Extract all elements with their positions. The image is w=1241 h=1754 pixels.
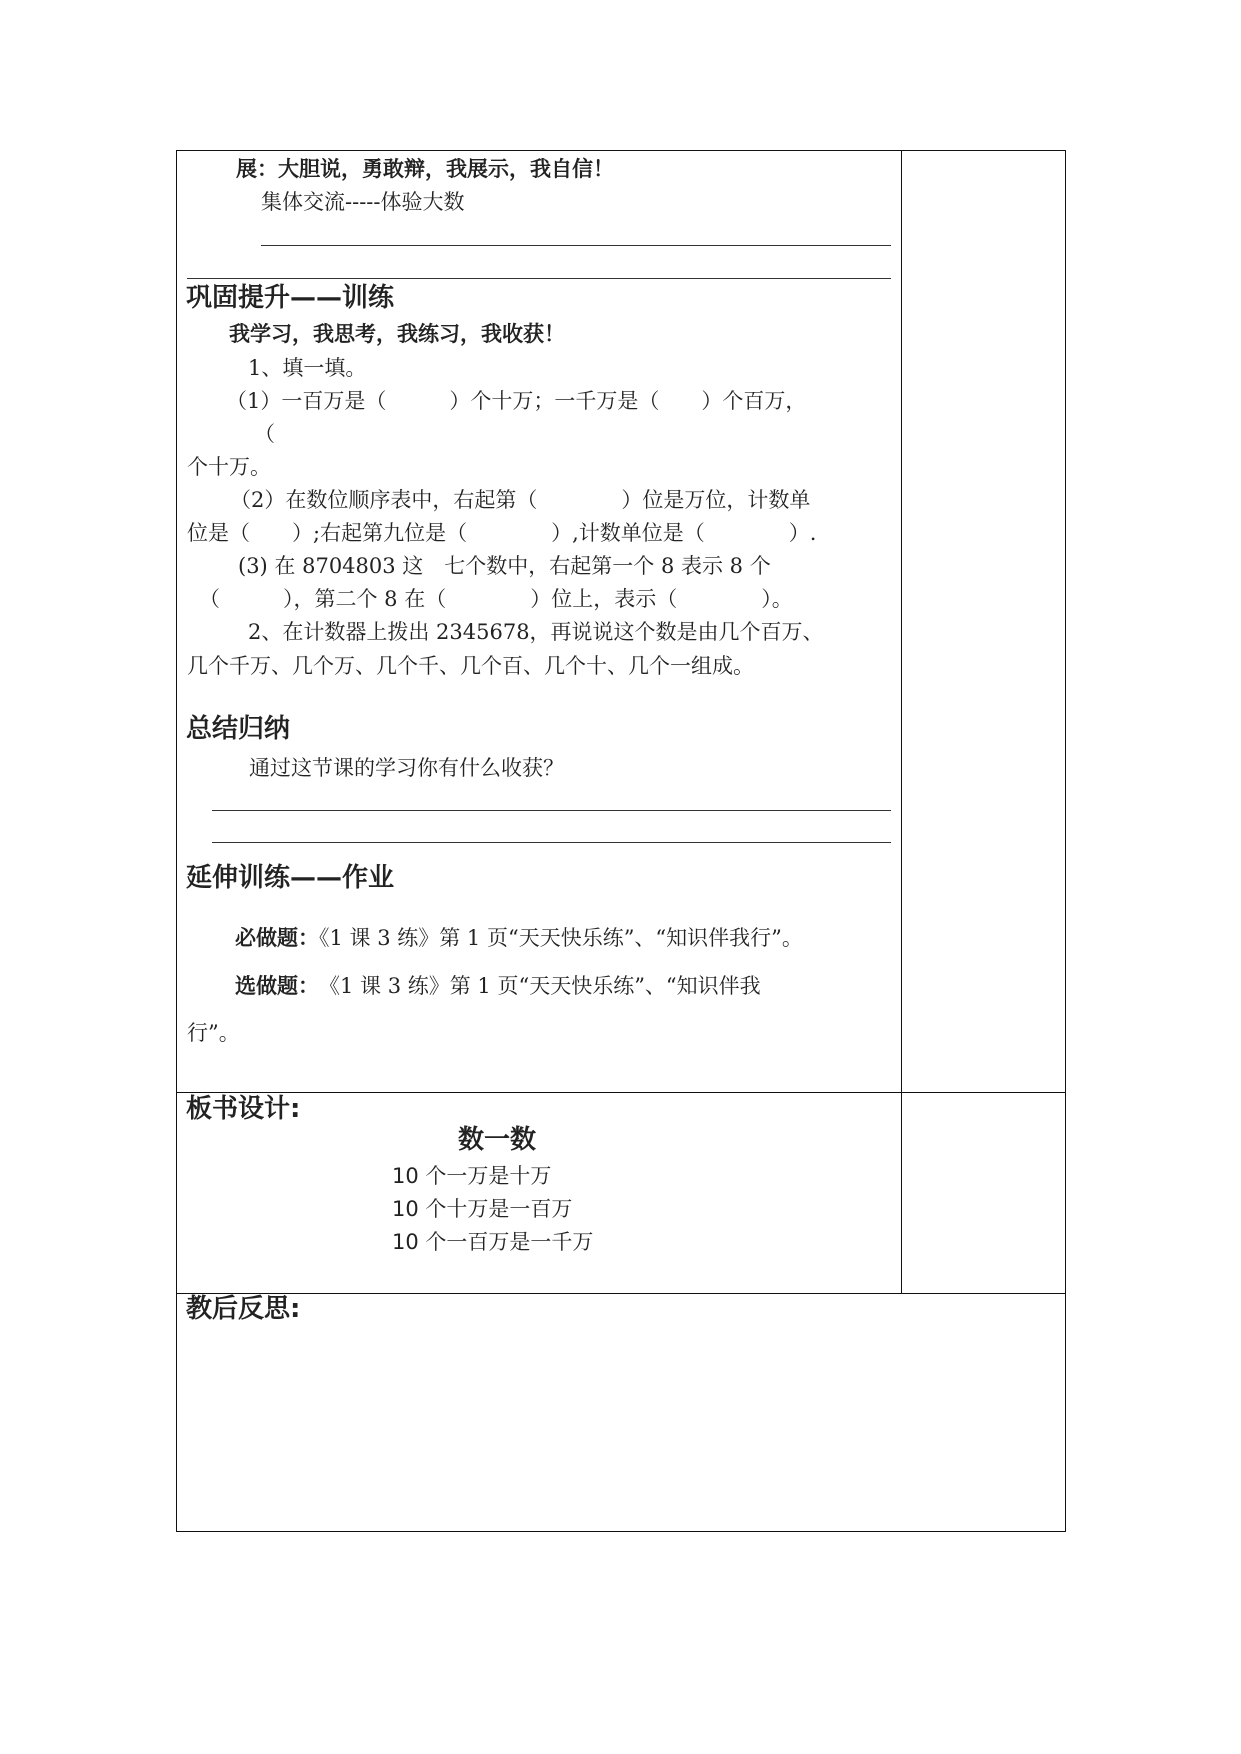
homework-optional-cont: 行”。	[187, 1021, 240, 1045]
summary-question: 通过这节课的学习你有什么收获？	[249, 756, 564, 780]
table-row-divider-2	[176, 1293, 1066, 1294]
table-column-divider	[901, 150, 902, 1294]
homework-optional	[235, 973, 761, 999]
reflection-heading: 教后反思:	[186, 1294, 301, 1324]
question-1-2-line-1: （2）在数位顺序表中，右起第（ ）位是万位，计数单	[230, 488, 811, 512]
required-label: 必做题：	[235, 925, 319, 950]
answer-line	[212, 842, 891, 843]
required-text: 《1 课 3 练》第 1 页“天天快乐练”、“知识伴我行”。	[319, 926, 803, 950]
question-2-line-2: 几个千万、几个万、几个千、几个百、几个十、几个一组成。	[187, 654, 754, 678]
question-1-3-line-1: (3) 在 8704803 这 七个数中，右起第一个 8 表示 8 个	[238, 554, 771, 578]
optional-label: 选做题：	[235, 973, 309, 998]
board-heading: 板书设计:	[186, 1094, 301, 1124]
board-line: 10 个十万是一百万	[392, 1197, 573, 1221]
question-1-1-line-2: （	[254, 422, 275, 446]
board-line: 10 个一万是十万	[392, 1164, 552, 1188]
board-title: 数一数	[458, 1125, 537, 1155]
question-1-1-line-1: （1）一百万是（ ）个十万；一千万是（ ）个百万，	[226, 389, 807, 413]
consolidate-heading: 巩固提升——训练	[186, 283, 395, 313]
optional-text: 《1 课 3 练》第 1 页“天天快乐练”、“知识伴我	[308, 974, 761, 998]
answer-line	[261, 245, 891, 246]
homework-required	[235, 925, 803, 951]
homework-heading: 延伸训练——作业	[186, 863, 395, 893]
question-1-title: 1、填一填。	[248, 356, 367, 380]
summary-heading: 总结归纳	[186, 714, 291, 744]
table-row-divider-1	[176, 1092, 1066, 1093]
board-line: 10 个一百万是一千万	[392, 1230, 594, 1254]
section-underline	[187, 278, 891, 279]
question-1-1-line-3: 个十万。	[187, 455, 271, 479]
consolidate-motto: 我学习，我思考，我练习，我收获！	[229, 321, 565, 346]
question-1-3-line-2: （ ），第二个 8 在（ ）位上，表示（ ）。	[199, 587, 793, 611]
answer-line	[212, 810, 891, 811]
question-1-2-line-2: 位是（ ）;右起第九位是（ ）,计数单位是（ ）.	[187, 521, 817, 545]
question-2-line-1: 2、在计数器上拨出 2345678，再说说这个数是由几个百万、	[248, 620, 824, 644]
show-activity: 集体交流-----体验大数	[261, 190, 465, 214]
show-motto: 展：大胆说，勇敢辩，我展示，我自信！	[236, 156, 614, 181]
